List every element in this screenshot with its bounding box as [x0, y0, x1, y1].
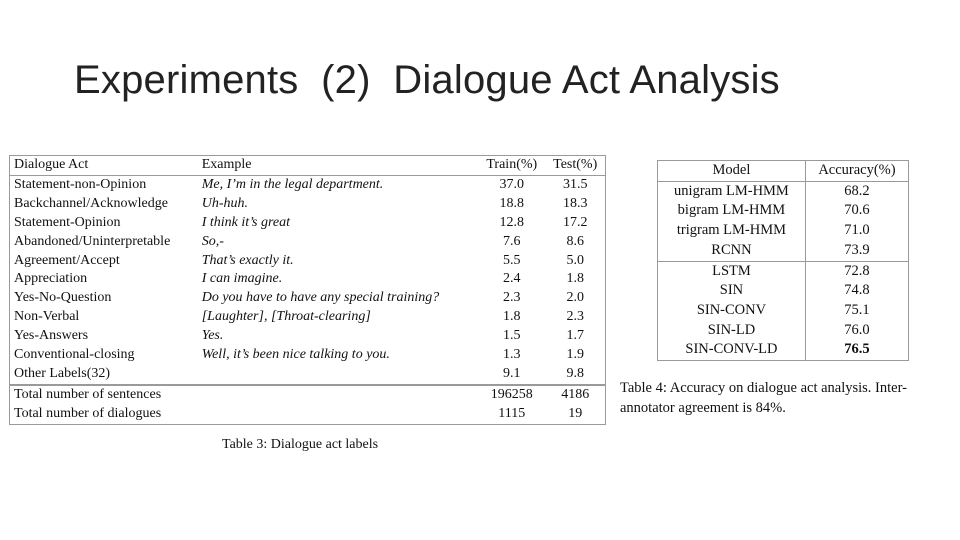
- test-cell: 2.0: [566, 290, 584, 306]
- train-cell: 1.8: [503, 309, 521, 325]
- train-cell: 37.0: [499, 176, 525, 192]
- model-cell: trigram LM-HMM: [658, 221, 806, 241]
- example-cell: So,-: [201, 233, 224, 249]
- table-row: [658, 261, 909, 281]
- slide-title: Experiments (2) Dialogue Act Analysis: [74, 58, 780, 102]
- dialogue-act-cell: Yes-Answers: [14, 328, 89, 344]
- model-cell: unigram LM-HMM: [658, 181, 806, 201]
- col-header-accuracy: Accuracy(%): [805, 161, 908, 182]
- example-cell: [Laughter], [Throat-clearing]: [201, 309, 371, 325]
- model-cell: LSTM: [658, 261, 806, 281]
- train-cell: 196258: [478, 385, 545, 405]
- table-body: [10, 175, 606, 424]
- model-cell: bigram LM-HMM: [658, 201, 806, 221]
- dialogue-act-cell: Other Labels(32): [14, 365, 111, 381]
- col-header-example: Example: [198, 156, 478, 176]
- dialogue-act-cell: Conventional-closing: [14, 347, 135, 363]
- test-cell: 17.2: [562, 214, 588, 230]
- table4-caption: Table 4: Accuracy on dialogue act analysis. Inter-annotator agreement is 84%.: [620, 380, 907, 416]
- example-cell: Uh-huh.: [201, 195, 248, 211]
- col-header-train: Train(%): [478, 156, 545, 176]
- accuracy-table: [657, 160, 909, 361]
- col-header-test: Test(%): [545, 156, 605, 176]
- accuracy-cell: 70.6: [844, 202, 870, 219]
- test-cell: 31.5: [562, 176, 588, 192]
- table-row: [658, 201, 909, 221]
- train-cell: 9.1: [503, 365, 521, 381]
- example-cell: Do you have to have any special training?: [201, 290, 440, 306]
- train-cell: 1.5: [503, 328, 521, 344]
- table-row: [10, 252, 606, 271]
- test-cell: 1.8: [566, 271, 584, 287]
- example-cell: [198, 385, 478, 405]
- test-cell: 4186: [545, 385, 605, 405]
- train-cell: 12.8: [499, 214, 525, 230]
- table-row: [10, 195, 606, 214]
- table-row: [658, 221, 909, 241]
- example-cell: Well, it’s been nice talking to you.: [201, 347, 390, 363]
- total-row: [10, 405, 606, 424]
- test-cell: 2.3: [566, 309, 584, 325]
- train-cell: 1115: [498, 405, 526, 421]
- train-cell: 5.5: [503, 252, 521, 268]
- table-body: [658, 181, 909, 360]
- table-row: [10, 175, 606, 194]
- total-row: [10, 385, 606, 405]
- test-cell: 5.0: [566, 252, 584, 268]
- example-cell: I can imagine.: [201, 271, 283, 287]
- accuracy-cell: 76.5: [844, 341, 870, 358]
- test-cell: 1.7: [566, 328, 584, 344]
- accuracy-cell: 72.8: [805, 261, 908, 281]
- accuracy-cell: 74.8: [844, 282, 870, 299]
- dialogue-act-cell: Abandoned/Uninterpretable: [14, 233, 171, 249]
- test-cell: 18.3: [562, 195, 588, 211]
- table-row: [10, 289, 606, 308]
- accuracy-cell: 71.0: [844, 222, 870, 239]
- train-cell: 2.4: [503, 271, 521, 287]
- table-row: [10, 327, 606, 346]
- table-row: [10, 214, 606, 233]
- example-cell: I think it’s great: [201, 214, 290, 230]
- dialogue-act-cell: Non-Verbal: [14, 309, 80, 325]
- table-row: [10, 308, 606, 327]
- table-header-row: [658, 161, 909, 182]
- dialogue-act-cell: Yes-No-Question: [14, 290, 112, 306]
- dialogue-act-cell: Appreciation: [14, 271, 88, 287]
- test-cell: 19: [568, 405, 583, 421]
- test-cell: 1.9: [566, 347, 584, 363]
- table-header-row: [10, 156, 606, 176]
- train-cell: 7.6: [503, 233, 521, 249]
- table-row: [10, 365, 606, 385]
- table-row: [658, 241, 909, 261]
- table-row: [10, 346, 606, 365]
- accuracy-cell: 68.2: [844, 182, 870, 199]
- table-row: [658, 321, 909, 341]
- dialogue-act-cell: Total number of sentences: [10, 385, 198, 405]
- accuracy-cell: 73.9: [844, 241, 870, 258]
- dialogue-act-cell: Statement-Opinion: [14, 214, 121, 230]
- dialogue-act-table: [9, 155, 606, 425]
- table-row: [658, 340, 909, 360]
- table-row: [658, 181, 909, 201]
- example-cell: [198, 405, 478, 424]
- dialogue-act-cell: Backchannel/Acknowledge: [14, 195, 168, 211]
- table-row: [10, 233, 606, 252]
- col-header-dialogue-act: Dialogue Act: [10, 156, 198, 176]
- model-cell: RCNN: [658, 241, 806, 261]
- dialogue-act-cell: Statement-non-Opinion: [14, 176, 147, 192]
- table-row: [658, 301, 909, 321]
- table3-caption: Table 3: Dialogue act labels: [222, 437, 379, 452]
- train-cell: 1.3: [503, 347, 521, 363]
- model-cell: SIN-CONV: [658, 301, 806, 321]
- example-cell: [198, 365, 478, 385]
- train-cell: 18.8: [499, 195, 525, 211]
- test-cell: 9.8: [566, 365, 584, 381]
- model-cell: SIN-LD: [658, 321, 806, 341]
- accuracy-cell: 75.1: [844, 301, 870, 318]
- dialogue-act-cell: Agreement/Accept: [14, 252, 120, 268]
- model-cell: SIN-CONV-LD: [658, 340, 806, 360]
- table-row: [10, 270, 606, 289]
- model-cell: SIN: [658, 281, 806, 301]
- train-cell: 2.3: [503, 290, 521, 306]
- col-header-model: Model: [658, 161, 806, 182]
- test-cell: 8.6: [566, 233, 584, 249]
- example-cell: Me, I’m in the legal department.: [201, 176, 384, 192]
- dialogue-act-cell: Total number of dialogues: [14, 405, 162, 421]
- table-row: [658, 281, 909, 301]
- accuracy-cell: 76.0: [844, 321, 870, 338]
- example-cell: Yes.: [201, 328, 224, 344]
- example-cell: That’s exactly it.: [201, 252, 294, 268]
